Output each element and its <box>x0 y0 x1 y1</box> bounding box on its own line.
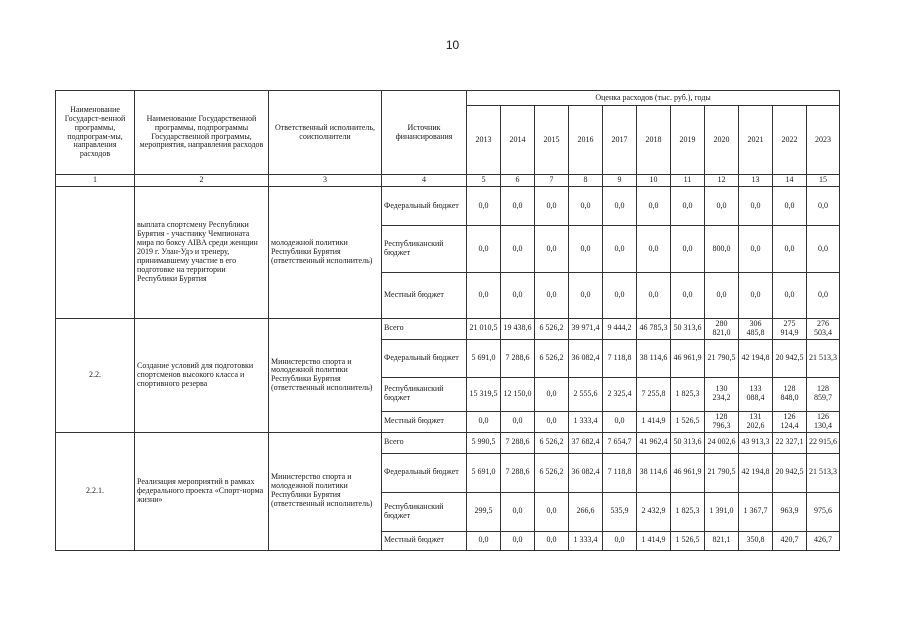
expense-value: 19 438,6 <box>501 319 535 340</box>
header-year: 2016 <box>569 106 603 175</box>
expense-value: 276 503,4 <box>807 319 840 340</box>
expense-value: 5 691,0 <box>467 453 501 492</box>
funding-source: Федеральный бюджет <box>382 187 467 226</box>
column-number: 9 <box>603 175 637 187</box>
expense-value: 0,0 <box>501 492 535 531</box>
funding-source: Местный бюджет <box>382 411 467 432</box>
expense-value: 21 790,5 <box>705 453 739 492</box>
expense-value: 1 825,3 <box>671 377 705 411</box>
expense-value: 0,0 <box>467 531 501 550</box>
expense-value: 0,0 <box>535 531 569 550</box>
expense-value: 2 555,6 <box>569 377 603 411</box>
expense-value: 38 114,6 <box>637 453 671 492</box>
expense-value: 21 790,5 <box>705 339 739 377</box>
expense-value: 0,0 <box>467 411 501 432</box>
expense-value: 0,0 <box>603 226 637 273</box>
column-number: 3 <box>269 175 382 187</box>
expense-value: 0,0 <box>603 531 637 550</box>
expense-value: 0,0 <box>807 187 840 226</box>
expense-value: 50 313,6 <box>671 432 705 453</box>
expense-value: 821,1 <box>705 531 739 550</box>
expense-value: 6 526,2 <box>535 432 569 453</box>
expense-value: 0,0 <box>501 187 535 226</box>
expense-value: 0,0 <box>501 273 535 319</box>
column-number: 8 <box>569 175 603 187</box>
header-years-caption: Оценка расходов (тыс. руб.), годы <box>467 91 840 106</box>
expense-value: 20 942,5 <box>773 453 807 492</box>
expense-value: 0,0 <box>467 273 501 319</box>
expense-value: 36 082,4 <box>569 339 603 377</box>
expense-value: 963,9 <box>773 492 807 531</box>
expense-value: 7 118,8 <box>603 339 637 377</box>
table-row <box>56 432 840 453</box>
column-number: 14 <box>773 175 807 187</box>
header-col-program: Наименование Государст-венной программы, подпрограм-мы, направления расходов <box>56 91 135 175</box>
expense-value: 15 319,5 <box>467 377 501 411</box>
expense-value: 0,0 <box>569 273 603 319</box>
expense-value: 43 913,3 <box>739 432 773 453</box>
expense-value: 0,0 <box>739 187 773 226</box>
expense-value: 42 194,8 <box>739 453 773 492</box>
expense-value: 266,6 <box>569 492 603 531</box>
expense-value: 0,0 <box>603 273 637 319</box>
expense-value: 131 202,6 <box>739 411 773 432</box>
column-number: 12 <box>705 175 739 187</box>
expense-value: 800,0 <box>705 226 739 273</box>
column-number: 6 <box>501 175 535 187</box>
expense-value: 0,0 <box>535 187 569 226</box>
expense-value: 0,0 <box>671 273 705 319</box>
expense-value: 46 961,9 <box>671 339 705 377</box>
expense-value: 5 691,0 <box>467 339 501 377</box>
expense-value: 0,0 <box>773 273 807 319</box>
expense-value: 22 915,6 <box>807 432 840 453</box>
expense-value: 0,0 <box>705 187 739 226</box>
program-code: 2.2. <box>56 319 135 433</box>
header-col-source: Источник финансирования <box>382 91 467 175</box>
expense-value: 0,0 <box>569 226 603 273</box>
funding-source: Местный бюджет <box>382 273 467 319</box>
expense-value: 420,7 <box>773 531 807 550</box>
funding-source: Республиканский бюджет <box>382 226 467 273</box>
column-number: 11 <box>671 175 705 187</box>
expense-value: 975,6 <box>807 492 840 531</box>
expense-value: 0,0 <box>739 226 773 273</box>
header-year: 2018 <box>637 106 671 175</box>
expense-value: 0,0 <box>603 187 637 226</box>
header-year: 2013 <box>467 106 501 175</box>
expense-value: 7 118,8 <box>603 453 637 492</box>
program-code <box>56 187 135 319</box>
expense-value: 7 288,6 <box>501 432 535 453</box>
expense-value: 0,0 <box>705 273 739 319</box>
expense-value: 0,0 <box>501 531 535 550</box>
expense-value: 20 942,5 <box>773 339 807 377</box>
expense-value: 0,0 <box>467 226 501 273</box>
funding-source: Республиканский бюджет <box>382 377 467 411</box>
expense-value: 7 255,8 <box>637 377 671 411</box>
expense-value: 133 088,4 <box>739 377 773 411</box>
expense-value: 46 961,9 <box>671 453 705 492</box>
activity-name: выплата спортсмену Республики Бурятия - участнику Чемпионата мира по боксу AIBA среди женщин 2019 г. Улан-Удэ и тренеру, принимавшему участие в его подготовке на территории Республики Бурятия <box>135 187 269 319</box>
expense-value: 0,0 <box>637 187 671 226</box>
expense-value: 7 288,6 <box>501 339 535 377</box>
expense-value: 1 825,3 <box>671 492 705 531</box>
expense-value: 306 485,8 <box>739 319 773 340</box>
column-number: 2 <box>135 175 269 187</box>
header-year: 2014 <box>501 106 535 175</box>
expense-value: 275 914,9 <box>773 319 807 340</box>
header-year: 2023 <box>807 106 840 175</box>
expense-value: 2 432,9 <box>637 492 671 531</box>
expense-value: 1 391,0 <box>705 492 739 531</box>
expense-value: 37 682,4 <box>569 432 603 453</box>
column-number: 13 <box>739 175 773 187</box>
expense-value: 0,0 <box>535 377 569 411</box>
expense-value: 1 333,4 <box>569 411 603 432</box>
expense-value: 7 288,6 <box>501 453 535 492</box>
expense-value: 6 526,2 <box>535 339 569 377</box>
program-code: 2.2.1. <box>56 432 135 550</box>
expense-value: 0,0 <box>671 187 705 226</box>
activity-name: Создание условий для подготовки спортсменов высокого класса и спортивного резерва <box>135 319 269 433</box>
expense-value: 39 971,4 <box>569 319 603 340</box>
expense-value: 0,0 <box>807 273 840 319</box>
header-col-activity: Наименование Государственной программы, подпрограммы Государственной программы, мероприятия, направления расходов <box>135 91 269 175</box>
column-number: 7 <box>535 175 569 187</box>
responsible-executor: Министерство спорта и молодежной политики Республики Бурятия (ответственный исполнитель) <box>269 319 382 433</box>
expense-value: 128 796,3 <box>705 411 739 432</box>
header-year: 2020 <box>705 106 739 175</box>
expense-value: 5 990,5 <box>467 432 501 453</box>
activity-name: Реализация мероприятий в рамках федерального проекта «Спорт-норма жизни» <box>135 432 269 550</box>
column-number: 10 <box>637 175 671 187</box>
header-year: 2021 <box>739 106 773 175</box>
responsible-executor: Министерство спорта и молодежной политики Республики Бурятия (ответственный исполнитель) <box>269 432 382 550</box>
expense-value: 128 859,7 <box>807 377 840 411</box>
expense-value: 0,0 <box>535 492 569 531</box>
expense-value: 350,8 <box>739 531 773 550</box>
column-number: 1 <box>56 175 135 187</box>
expense-value: 1 333,4 <box>569 531 603 550</box>
expense-value: 0,0 <box>739 273 773 319</box>
expense-value: 24 002,6 <box>705 432 739 453</box>
responsible-executor: молодежной политики Республики Бурятия (ответственный исполнитель) <box>269 187 382 319</box>
expense-value: 1 414,9 <box>637 411 671 432</box>
expense-value: 0,0 <box>637 226 671 273</box>
expense-value: 0,0 <box>535 273 569 319</box>
funding-source: Местный бюджет <box>382 531 467 550</box>
expense-value: 0,0 <box>501 411 535 432</box>
expense-value: 0,0 <box>535 226 569 273</box>
expense-value: 0,0 <box>773 226 807 273</box>
expense-value: 21 513,3 <box>807 339 840 377</box>
expense-value: 36 082,4 <box>569 453 603 492</box>
expense-value: 126 130,4 <box>807 411 840 432</box>
table-row <box>56 187 840 226</box>
expense-value: 41 962,4 <box>637 432 671 453</box>
expense-value: 0,0 <box>535 411 569 432</box>
header-year: 2015 <box>535 106 569 175</box>
expense-value: 6 526,2 <box>535 453 569 492</box>
page-number: 10 <box>445 38 460 52</box>
header-year: 2017 <box>603 106 637 175</box>
funding-source: Всего <box>382 319 467 340</box>
expense-value: 0,0 <box>603 411 637 432</box>
expense-value: 0,0 <box>807 226 840 273</box>
funding-source: Федеральный бюджет <box>382 453 467 492</box>
expense-value: 50 313,6 <box>671 319 705 340</box>
funding-source: Республиканский бюджет <box>382 492 467 531</box>
expense-value: 130 234,2 <box>705 377 739 411</box>
column-number: 15 <box>807 175 840 187</box>
expense-value: 1 526,5 <box>671 411 705 432</box>
funding-source: Федеральный бюджет <box>382 339 467 377</box>
expense-value: 0,0 <box>467 187 501 226</box>
expense-value: 21 010,5 <box>467 319 501 340</box>
expense-value: 7 654,7 <box>603 432 637 453</box>
expense-value: 21 513,3 <box>807 453 840 492</box>
expense-value: 0,0 <box>637 273 671 319</box>
column-number: 4 <box>382 175 467 187</box>
expense-value: 0,0 <box>501 226 535 273</box>
expense-value: 126 124,4 <box>773 411 807 432</box>
expense-value: 280 821,0 <box>705 319 739 340</box>
expense-value: 2 325,4 <box>603 377 637 411</box>
expense-value: 6 526,2 <box>535 319 569 340</box>
budget-table <box>55 90 840 551</box>
expense-value: 0,0 <box>773 187 807 226</box>
expense-value: 1 367,7 <box>739 492 773 531</box>
expense-value: 128 848,0 <box>773 377 807 411</box>
header-col-executor: Ответственный исполнитель, соисполнители <box>269 91 382 175</box>
expense-value: 22 327,1 <box>773 432 807 453</box>
expense-value: 38 114,6 <box>637 339 671 377</box>
expense-value: 9 444,2 <box>603 319 637 340</box>
expense-value: 299,5 <box>467 492 501 531</box>
expense-value: 1 526,5 <box>671 531 705 550</box>
table-row <box>56 319 840 340</box>
expense-value: 0,0 <box>671 226 705 273</box>
expense-value: 1 414,9 <box>637 531 671 550</box>
expense-value: 426,7 <box>807 531 840 550</box>
expense-value: 46 785,3 <box>637 319 671 340</box>
header-year: 2019 <box>671 106 705 175</box>
expense-value: 12 150,0 <box>501 377 535 411</box>
column-number: 5 <box>467 175 501 187</box>
funding-source: Всего <box>382 432 467 453</box>
expense-value: 535,9 <box>603 492 637 531</box>
header-year: 2022 <box>773 106 807 175</box>
expense-value: 42 194,8 <box>739 339 773 377</box>
expense-value: 0,0 <box>569 187 603 226</box>
